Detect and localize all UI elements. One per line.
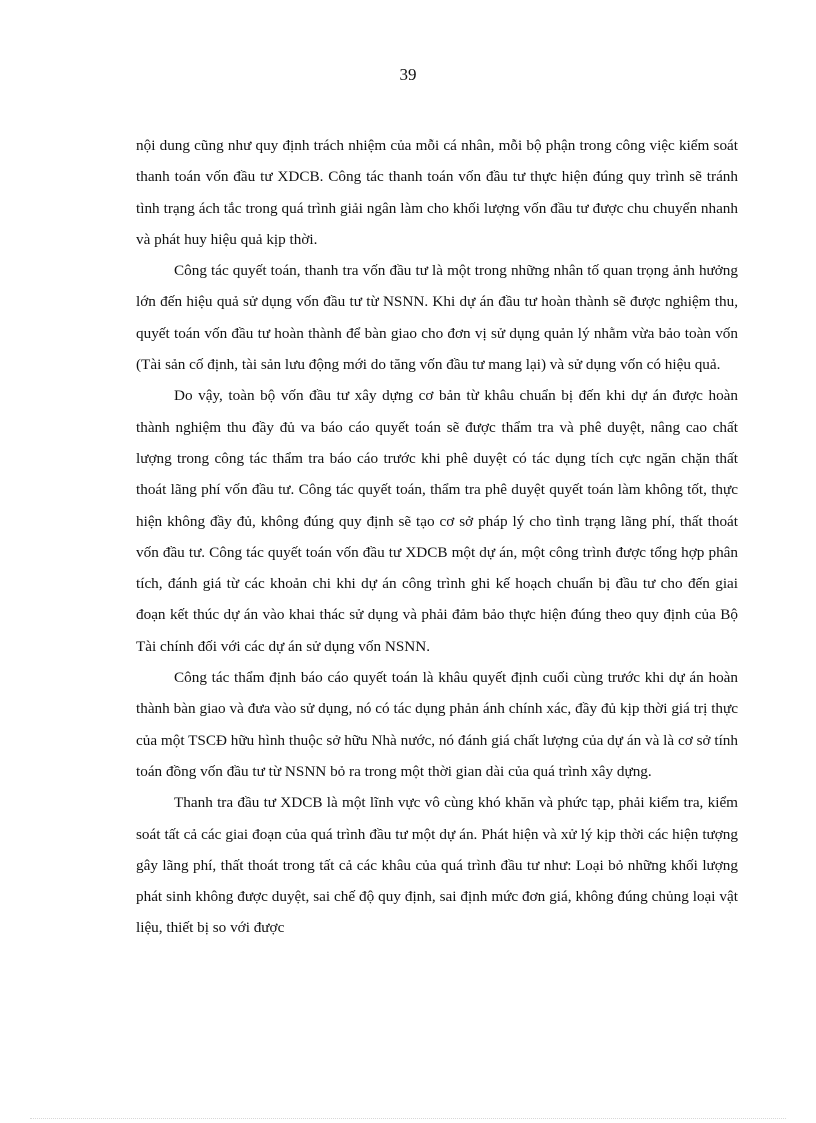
paragraph-5: Thanh tra đầu tư XDCB là một lĩnh vực vô cùng khó khăn và phức tạp, phải kiểm tra, kiểm soát tất cả các giai đoạn của quá trình đầu tư một dự án. Phát hiện và xử lý kịp thời các hiện tượng gây lãng phí, thất thoát trong tất cả các khâu của quá trình đầu tư như: Loại bỏ những khối lượng phát sinh không được duyệt, sai chế độ quy định, sai định mức đơn giá, không đúng chủng loại vật liệu, thiết bị so với được <box>136 794 738 937</box>
paragraph-1: nội dung cũng như quy định trách nhiệm của mỗi cá nhân, mỗi bộ phận trong công việc kiểm soát thanh toán vốn đầu tư XDCB. Công tác thanh toán vốn đầu tư thực hiện đúng quy trình sẽ tránh tình trạng ách tắc trong quá trình giải ngân làm cho khối lượng vốn đầu tư được chu chuyển nhanh và phát huy hiệu quả kịp thời. <box>136 137 738 248</box>
paragraph-2: Công tác quyết toán, thanh tra vốn đầu tư là một trong những nhân tố quan trọng ảnh hưởng lớn đến hiệu quả sử dụng vốn đầu tư từ NSNN. Khi dự án đầu tư hoàn thành sẽ được nghiệm thu, quyết toán vốn đầu tư hoàn thành để bàn giao cho đơn vị sử dụng quản lý nhằm vừa bảo toàn vốn (Tài sản cố định, tài sản lưu động mới do tăng vốn đầu tư mang lại) và sử dụng vốn có hiệu quả. <box>136 262 738 374</box>
page-bottom-divider <box>30 1118 786 1119</box>
paragraph-4: Công tác thẩm định báo cáo quyết toán là khâu quyết định cuối cùng trước khi dự án hoàn thành bàn giao và đưa vào sử dụng, nó có tác dụng phản ánh chính xác, đầy đủ kịp thời giá trị thực của một TSCĐ hữu hình thuộc sở hữu Nhà nước, nó đánh giá chất lượng của dự án và là cơ sở tính toán đồng vốn đầu tư từ NSNN bỏ ra trong một thời gian dài của quá trình xây dựng. <box>136 669 738 780</box>
page-number: 39 <box>399 65 417 84</box>
paragraph-3: Do vậy, toàn bộ vốn đầu tư xây dựng cơ bản từ khâu chuẩn bị đến khi dự án được hoàn thành nghiệm thu đầy đủ va báo cáo quyết toán sẽ được thẩm tra và phê duyệt, nâng cao chất lượng trong công tác thẩm tra báo cáo trước khi phê duyệt có tác dụng tích cực ngăn chặn thất thoát lãng phí vốn đầu tư. Công tác quyết toán, thẩm tra phê duyệt quyết toán làm không tốt, thực hiện không đầy đủ, không đúng quy định sẽ tạo cơ sở pháp lý cho tình trạng lãng phí, thất thoát vốn đầu tư. Công tác quyết toán vốn đầu tư XDCB một dự án, một công trình được tổng hợp phân tích, đánh giá từ các khoản chi khi dự án công trình ghi kế hoạch chuẩn bị đầu tư cho đến giai đoạn kết thúc dự án vào khai thác sử dụng và phải đảm bảo thực hiện đúng theo quy định của Bộ Tài chính đối với các dự án sử dụng vốn NSNN. <box>136 387 738 655</box>
document-body <box>136 130 738 944</box>
